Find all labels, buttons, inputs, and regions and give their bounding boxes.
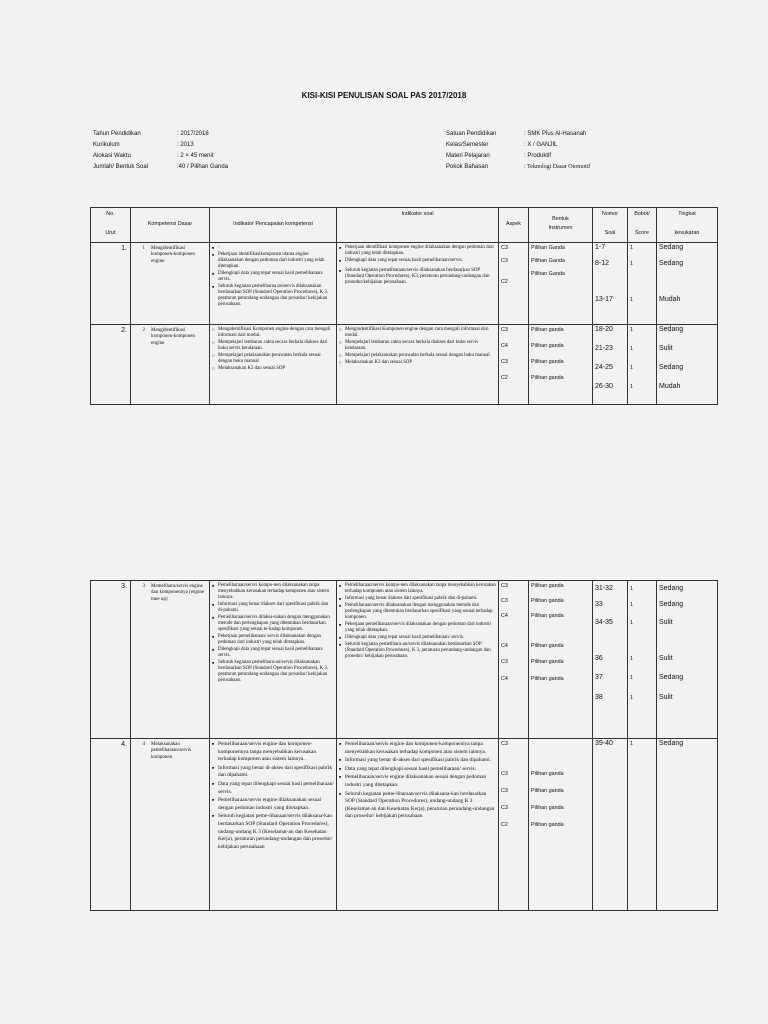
indikator-item: ■ Data yang tepat dilengkapi sesuai hasil pemeliharaan/ servis. <box>218 781 334 796</box>
indikator-item: ■ - <box>218 245 334 251</box>
bobot-value: 1 <box>630 327 633 333</box>
cell-indikator <box>210 581 337 739</box>
header-indikator-soal-label: Indikator soal <box>401 211 434 217</box>
bobot-value: 1 <box>630 656 633 662</box>
cell-bentuk <box>529 243 593 325</box>
tingkat-value: Sulit <box>659 345 673 352</box>
header-bentuk-label: Bentuk <box>552 216 569 222</box>
bentuk-value: Pilihan ganda <box>531 359 564 365</box>
header-nomor <box>593 208 628 243</box>
meta-row <box>446 140 590 151</box>
nomor-value: 18-20 <box>595 326 613 333</box>
nomor-value: 37 <box>595 674 603 681</box>
indikator-soal-item: ○ Mengindentifikasi Komponen engine dengan cara mengali informasi dari modul. <box>345 327 496 339</box>
header-instrumen-label: Instrumen <box>548 225 573 231</box>
tingkat-value: Sedang <box>659 740 684 747</box>
header-tingkat-label: Tingkat <box>678 211 696 217</box>
cell-bobot <box>628 325 657 405</box>
aspek-value: C4 <box>501 676 508 682</box>
indikator-soal-item: ■ Pemeliharaan/servis engine dan komponen-komponennya tanpa menyebabkan kerusakan terhadap komponen atau sistem lainnya. <box>345 741 496 756</box>
kd-text: Mengidentifikasi komponen-komponen engine <box>151 328 195 346</box>
cell-bentuk <box>529 325 593 405</box>
cell-no: 1. <box>91 243 131 325</box>
meta-value: : 2 × 45 menit <box>177 153 214 159</box>
header-soal-label: Soal <box>604 230 616 236</box>
indikator-soal-item: ○ Mempelajari pelaksanakan perawatan berkala sesuai dengan buku manual. <box>345 353 496 359</box>
bobot-value: 1 <box>630 602 633 608</box>
tingkat-value: Sedang <box>659 244 684 251</box>
bentuk-value: Pilihan ganda <box>531 643 564 649</box>
header-bentuk <box>529 208 593 243</box>
bobot-value: 1 <box>630 384 633 390</box>
indikator-soal-item: ■ Pemeliharaan/servis kompo-nen dilaksanakan tanpa menyebabkan kerusakan terhadap komponen atau sistem lainnya. <box>345 583 496 595</box>
aspek-value: C3 <box>501 598 508 604</box>
header-score-label: Score <box>634 230 650 236</box>
indikator-item: ○ Mempelajari lembaran cakta secara berkala diakses dari buku servis kendaraan. <box>218 340 334 352</box>
bentuk-value: Pilihan ganda <box>531 822 564 828</box>
nomor-value: 21-23 <box>595 345 613 352</box>
table-row <box>91 739 718 911</box>
aspek-value: C2 <box>501 375 508 381</box>
tingkat-value: Sedang <box>659 674 684 681</box>
tingkat-value: Sulit <box>659 655 673 662</box>
header-no <box>91 208 131 243</box>
tingkat-value: Sedang <box>659 601 684 608</box>
meta-right <box>446 129 590 173</box>
header-no-label: No. <box>106 211 115 217</box>
indikator-item: ■ Pekerjaan identifikasikomponen utama engine dilaksanakan dengan pedoman dari industri yang telah ditetapkan. <box>218 252 334 270</box>
bobot-value: 1 <box>630 586 633 592</box>
meta-value: : X / GANJIL <box>524 142 558 148</box>
meta-key: Jumlah/ Bentuk Soal <box>93 164 149 170</box>
header-kompetensi <box>131 208 210 243</box>
cell-no: 3. <box>91 581 131 739</box>
meta-key: Alokasi Waktu <box>93 153 131 159</box>
bobot-value: 1 <box>630 245 633 251</box>
cell-aspek <box>499 581 529 739</box>
tingkat-value: Mudah <box>659 383 681 390</box>
header-urut-label: Urut <box>105 230 116 236</box>
bentuk-value: Pilihan ganda <box>531 343 564 349</box>
meta-key: Kurikulum <box>93 142 120 148</box>
cell-indikator-soal <box>337 243 499 325</box>
meta-row <box>93 162 228 173</box>
bentuk-value: Pilihan ganda <box>531 771 564 777</box>
indikator-soal-item: ■ Pemeliharaan/servis dilaksanakan dengan menggunakan metode dan perlengkapan yang ditentukan berdasarkan spesifikasi yang sesuai terhadap komponen. <box>345 603 496 621</box>
nomor-value: 34-35 <box>595 619 613 626</box>
cell-nomor <box>593 739 628 911</box>
cell-indikator-soal <box>337 325 499 405</box>
indikator-item: ■ Informasi yang benar di-akses dari spesifikasi pabrik dan dipahami. <box>218 765 334 780</box>
meta-row <box>93 140 228 151</box>
tingkat-value: Mudah <box>659 296 681 303</box>
bentuk-value: Pilihan ganda <box>531 788 564 794</box>
indikator-soal-item: ■ Seluruh kegiatan pemeliharaan/servis dilaksanakan berdasarkan SOP (Standard Operation Procedures), K3, peraturan perundang-undangan dan prosedur/kebijakan perusahaan. <box>345 268 496 286</box>
nomor-value: 8-12 <box>595 260 610 267</box>
bentuk-value: Pilihan ganda <box>531 676 564 682</box>
indikator-soal-item: ○ Mempelajari lembaran cakta secara berkala diakses dari buku servis kendaraan. <box>345 340 496 352</box>
bobot-value: 1 <box>630 346 633 352</box>
meta-row <box>93 129 228 140</box>
bentuk-value: Pilihan ganda <box>531 375 564 381</box>
indikator-item: ■ Pemeliharaan/servis engine dilaksanakan sesuai dengan pedoman industri yang ditetapkan. <box>218 797 334 812</box>
bobot-value: 1 <box>630 741 633 747</box>
tingkat-value: Sedang <box>659 364 684 371</box>
bentuk-value: Pilihan ganda <box>531 598 564 604</box>
indikator-item: ■ Dilengkapi data yang tepat sesuai hasil pemeliharaan/ servis. <box>218 271 334 283</box>
indikator-item: ■ Seluruh kegiatan pemelihara-an/servis dilaksanakan berdasarkan SOP (Standard Operation Procedures), K 3, peraturan perundang-undangan dan prosedur/ kebijakan perusahaan. <box>218 660 334 684</box>
meta-value: : 2013 <box>177 142 194 148</box>
aspek-value: C4 <box>501 613 508 619</box>
kd-text: Mengidentifikasi komponen-komponen engine <box>151 246 195 264</box>
meta-row <box>93 151 228 162</box>
meta-value: : Produktif <box>524 153 552 159</box>
tingkat-value: Sedang <box>659 326 684 333</box>
bobot-value: 1 <box>630 695 633 701</box>
indikator-item: ○ Melaksanakan K3 dan sesuai SOP <box>218 366 334 372</box>
meta-row <box>446 162 590 173</box>
meta-key: Pokok Bahasan <box>446 164 489 170</box>
cell-no: 4. <box>91 739 131 911</box>
header-indikator-pencapaian-label: Indikator Pencapaian kompetensi <box>233 221 313 227</box>
cell-bentuk <box>529 739 593 911</box>
indikator-item: ■ Pemeliharaan/servis dilaksa-nakan dengan menggunakan metode dan perlengkapan yang ditentukan berdasarkan spesifikasi yang sesuai te-hadap komponen. <box>218 615 334 633</box>
bentuk-spacer <box>531 741 592 771</box>
cell-kompetensi <box>131 243 210 325</box>
aspek-value: C4 <box>501 643 508 649</box>
aspek-value: C3 <box>501 805 508 811</box>
meta-value: : Teknologi Dasar Otomotif <box>524 164 591 170</box>
meta-left <box>93 129 228 173</box>
meta-row <box>446 151 590 162</box>
header-kompetensi-label: Kompetensi Dasar <box>147 221 193 227</box>
cell-aspek <box>499 325 529 405</box>
cell-indikator <box>210 325 337 405</box>
indikator-soal-item: ■ Pemeliharaan/servis engine dilaksanakan sesuai dengan pedoman industri yang ditetapkan. <box>345 774 496 789</box>
header-indikator-soal <box>337 208 499 243</box>
indikator-soal-item: ■ Dilengkapi data yang tepat sesuai hasil pemeliharaan/ servis. <box>345 635 496 641</box>
nomor-value: 31-32 <box>595 585 613 592</box>
indikator-soal-item: ■ Pekerjaan pemeliharaan/servis dilaksanakan dengan pedoman dari industri yang telah ditetapkan. <box>345 622 496 634</box>
bobot-value: 1 <box>630 297 633 303</box>
aspek-value: C3 <box>501 788 508 794</box>
cell-kompetensi <box>131 581 210 739</box>
indikator-item: ■ Pekerjaan pemeliharaan/ servis dilaksanakan dengan pedoman dari industri yang telah ditetapkan. <box>218 634 334 646</box>
cell-nomor <box>593 243 628 325</box>
kisi-table-top <box>90 207 718 405</box>
header-aspek-label: Aspek <box>506 221 521 227</box>
bentuk-value: Pilihan ganda <box>531 583 564 589</box>
bobot-value: 1 <box>630 261 633 267</box>
aspek-value: C3 <box>501 771 508 777</box>
indikator-soal-item: ■ Informasi yang benar di-akses dari spesifikasi pabrik dan dipahami. <box>345 757 496 765</box>
cell-indikator <box>210 739 337 911</box>
nomor-value: 1-7 <box>595 244 606 251</box>
header-aspek <box>499 208 529 243</box>
aspek-value: C2 <box>501 279 508 285</box>
cell-tingkat <box>657 581 718 739</box>
aspek-value: C4 <box>501 343 508 349</box>
tingkat-value: Sulit <box>659 694 673 701</box>
bobot-value: 1 <box>630 620 633 626</box>
cell-tingkat <box>657 739 718 911</box>
aspek-value: C3 <box>501 583 508 589</box>
header-tingkat <box>657 208 718 243</box>
page-title: KISI-KISI PENULISAN SOAL PAS 2017/2018 <box>301 91 467 100</box>
kisi-table-bottom <box>90 580 718 911</box>
bentuk-value: Pilihan Ganda <box>531 245 565 251</box>
kd-text: Melaksanakan pemeliharaan/servis komponen <box>151 742 191 760</box>
cell-kompetensi <box>131 325 210 405</box>
header-kesukaran-label: kesukaran <box>674 230 700 236</box>
cell-bobot <box>628 739 657 911</box>
aspek-value: C3 <box>501 741 508 747</box>
indikator-soal-item: ■ Pekerjaan identifikasi komponen engine dilaksanakan dengan pedoman dari industri yang telah ditetapkan. <box>345 245 496 257</box>
cell-indikator-soal <box>337 581 499 739</box>
indikator-item: ○ Mengidentifikasi Komponen engine dengan cara mengali informasi dari modul. <box>218 327 334 339</box>
aspek-value: C2 <box>501 822 508 828</box>
cell-bobot <box>628 243 657 325</box>
indikator-soal-item: ■ Informasi yang benar diakses dari spesifikasi pabrik dan di-pahami. <box>345 596 496 602</box>
indikator-item: ■ Informasi yang benar diakses dari spesifikasi pabrik dan di-pahami. <box>218 602 334 614</box>
cell-bobot <box>628 581 657 739</box>
nomor-value: 39-40 <box>595 740 613 747</box>
bentuk-value: Pilihan Ganda <box>531 258 565 264</box>
bentuk-value: Pilihan Ganda <box>531 271 565 277</box>
nomor-value: 13-17 <box>595 296 613 303</box>
table-row <box>91 581 718 739</box>
bentuk-value: Pilihan ganda <box>531 805 564 811</box>
nomor-value: 38 <box>595 694 603 701</box>
tingkat-value: Sulit <box>659 619 673 626</box>
cell-tingkat <box>657 243 718 325</box>
indikator-soal-item: ■ Seluruh kegiatan pemelihara-an/servis dilaksanakan berdasarkan SOP (Standard Operation Procedures), K 3, peraturan perundang-undangan dan prosedur/ kebijakan perusahaan. <box>345 642 496 660</box>
kd-number: 2 <box>142 328 145 333</box>
header-indikator-pencapaian <box>210 208 337 243</box>
kd-number: 1 <box>142 246 145 251</box>
kd-number: 4 <box>142 742 145 747</box>
indikator-item: ■ Seluruh kegiatan peme-liharaan/servis dilaksana-kan berdasarkan SOP (Standard Operation Procedures), undang-undang K 3 (Keselamat-an dan Kesehatan Kerja), peraturan perundang-undangan dan prosedur/ kebijakan perusahaan <box>218 813 334 851</box>
nomor-value: 36 <box>595 655 603 662</box>
header-nomor-label: Nomor <box>601 211 619 217</box>
aspek-value <box>501 271 528 279</box>
table-row <box>91 325 718 405</box>
meta-key: Materi Pelajaran <box>446 153 490 159</box>
cell-tingkat <box>657 325 718 405</box>
nomor-value: 24-25 <box>595 364 613 371</box>
meta-value: :40 / Pilihan Ganda <box>177 164 229 170</box>
indikator-item: ○ Mempelajari pelaksanakan perawatan berkala sesuai dengan buku manual <box>218 353 334 365</box>
table-header-row <box>91 208 718 243</box>
aspek-value: C3 <box>501 659 508 665</box>
bobot-value: 1 <box>630 675 633 681</box>
indikator-item: ■ Pemeliharaan/servis kompo-nen dilaksanakan tanpa menyebabkan kerusakan terhadap komponen atau sistem lainnya. <box>218 583 334 601</box>
nomor-value: 33 <box>595 601 603 608</box>
aspek-value: C3 <box>501 258 508 264</box>
aspek-value: C3 <box>501 359 508 365</box>
meta-key: Satuan Pendidikan <box>446 131 497 137</box>
meta-row <box>446 129 590 140</box>
bentuk-value: Pilihan ganda <box>531 327 564 333</box>
cell-nomor <box>593 325 628 405</box>
cell-aspek <box>499 739 529 911</box>
bentuk-value: Pilihan ganda <box>531 613 564 619</box>
cell-aspek <box>499 243 529 325</box>
aspek-value: C3 <box>501 327 508 333</box>
meta-key: Kelas/Semester <box>446 142 489 148</box>
meta-value: : 2017/2018 <box>177 131 209 137</box>
indikator-soal-item: ■ Data yang tepat dilengkapi sesuai hasil pemeliharaan/ servis. <box>345 766 496 774</box>
bobot-value: 1 <box>630 365 633 371</box>
tingkat-value: Sedang <box>659 585 684 592</box>
cell-no: 2. <box>91 325 131 405</box>
indikator-item: ■ Seluruh kegiatan pemeliharaa an/servis dilaksanakan berdasarkan SOP (Standard Operation Procedures), K 3, peraturan perundang-undangan dan prosedur/ kebijakan perusahaan. <box>218 284 334 308</box>
cell-indikator <box>210 243 337 325</box>
kd-number: 3 <box>142 584 145 589</box>
indikator-soal-item: ■ Dilengkapi data yang tepat sesuai hasil pemeliharaan/servis. <box>345 258 496 264</box>
indikator-item: ■ Pemeliharaan/servis engine dan komponen-komponennya tanpa menyebabkan kerusakan terhadap komponen atau sistem lainnya. <box>218 741 334 764</box>
cell-kompetensi <box>131 739 210 911</box>
aspek-value: C3 <box>501 245 508 251</box>
cell-indikator-soal <box>337 739 499 911</box>
indikator-item: ■ Dilengkapi data yang tepat sesuai hasil pemeliharaan/ servis. <box>218 647 334 659</box>
indikator-soal-item: ○ Melaksanakan K3 dan sesuai SOP <box>345 360 496 366</box>
header-bobot-label: Bobot/ <box>634 211 650 217</box>
kd-text: Memelihara/servis engine dan komponennya (engine tune up) <box>151 584 205 602</box>
cell-bentuk <box>529 581 593 739</box>
cell-nomor <box>593 581 628 739</box>
meta-key: Tahun Pendidikan <box>93 131 141 137</box>
tingkat-value: Sedang <box>659 260 684 267</box>
indikator-soal-item: ■ Seluruh kegiatan peme-liharaan/servis dilaksana-kan berdasarkan SOP (Standard Operation Procedures), undang-undang K 3 (Keselamat-an dan Kesehatan Kerja), peraturan perundang-undangan dan prosedur/ kebijakan perusahaan <box>345 791 496 821</box>
nomor-value: 26-30 <box>595 383 613 390</box>
bentuk-value: Pilihan ganda <box>531 659 564 665</box>
meta-value: : SMK Plus Al-Hasanah <box>524 131 587 137</box>
table-row <box>91 243 718 325</box>
header-bobot <box>628 208 657 243</box>
